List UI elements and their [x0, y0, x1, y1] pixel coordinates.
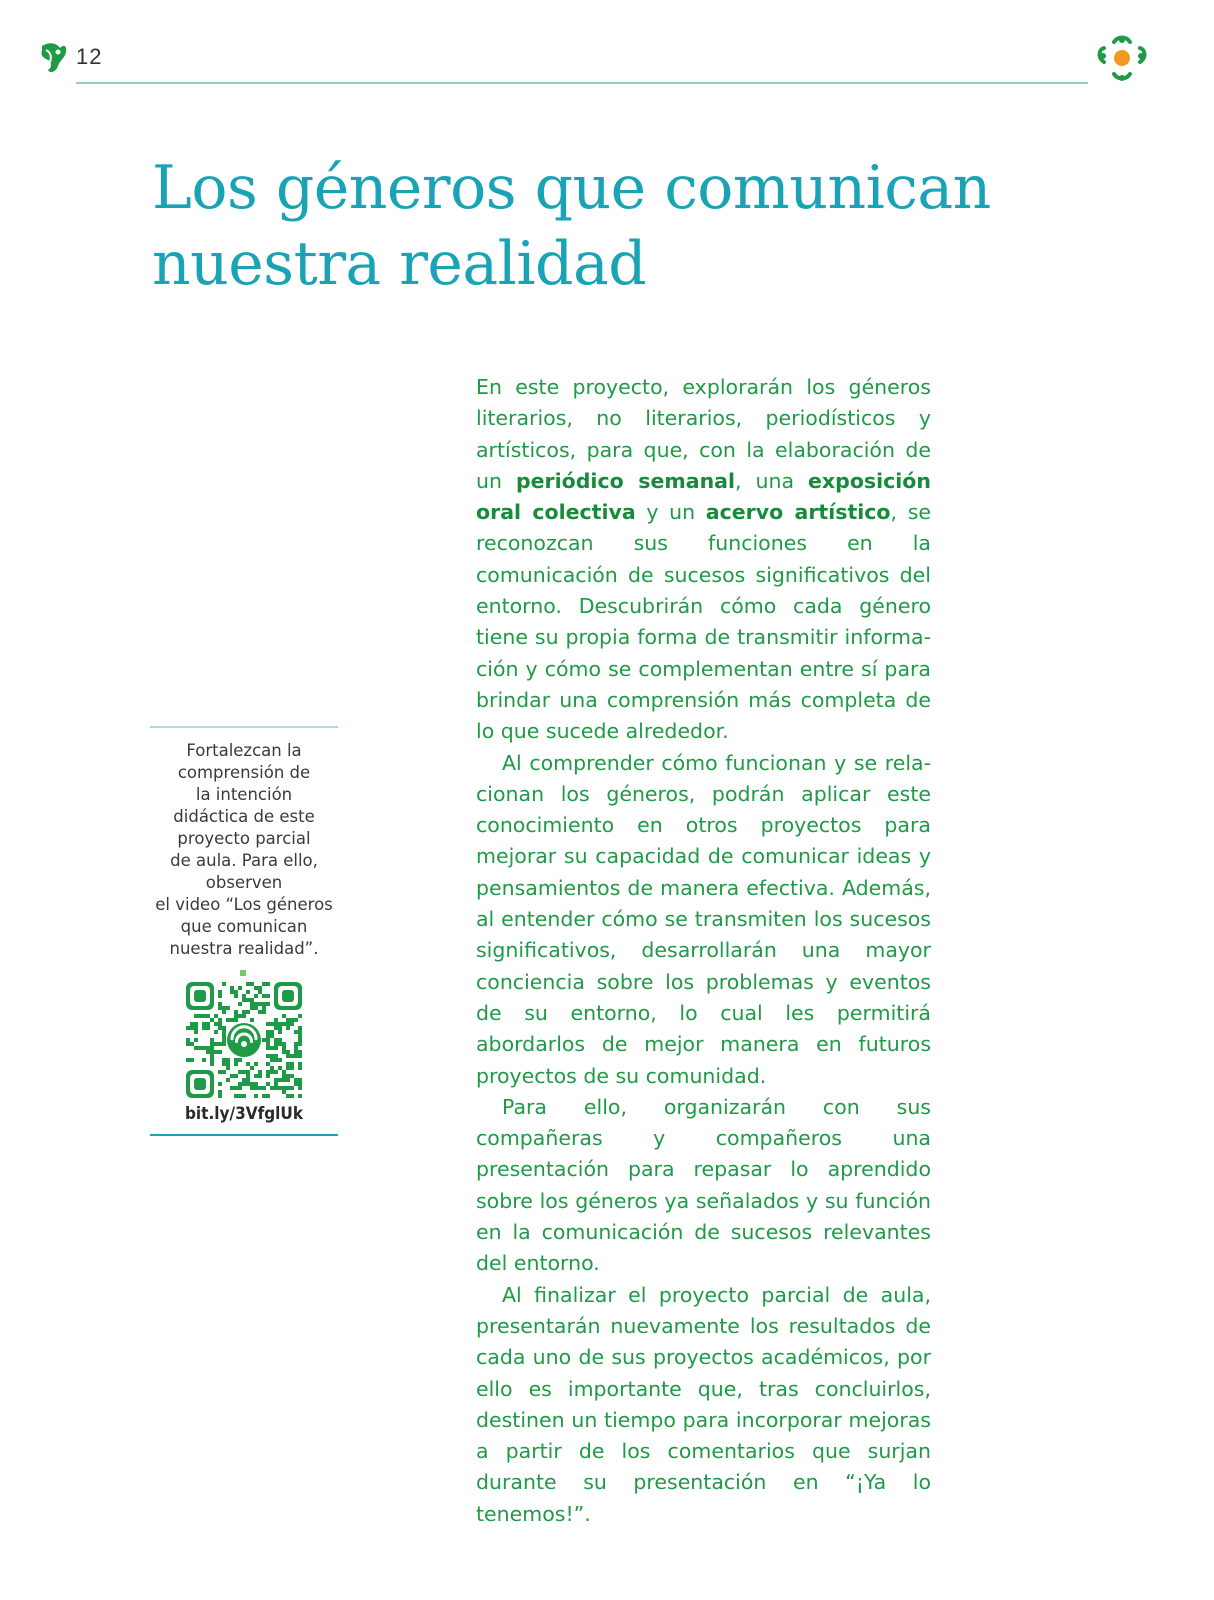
paragraph-1-text-c: y un: [635, 500, 706, 525]
header-rule: [76, 82, 1088, 84]
paragraph-1: [476, 372, 931, 748]
qr-code-icon: [184, 970, 304, 1100]
title-line-1: Los géneros que comunican: [152, 153, 991, 223]
sidebar-text: Fortalezcan la comprensión de la intención didáctica de este proyecto parcial de aula. Para ello, observen el video “Los géneros que comunican nuestra realidad”.: [155, 741, 333, 958]
paragraph-1-text-a: En este proyecto, explorarán los géneros literarios, no literarios, periodísticos y artísticos, para que, con la elaboración de un: [476, 375, 931, 493]
highlight-exposicion: exposición oral colectiva: [476, 468, 931, 525]
body-text: [476, 372, 931, 1530]
qr-code[interactable]: [184, 970, 304, 1100]
paragraph-2: Al comprender cómo funcionan y se relacionan los géneros, podrán aplicar este conocimiento en otros proyectos para mejorar su capacidad de comunicar ideas y pensamientos de manera efectiva. Además, al entender cómo se transmiten los sucesos significativos, desarrollarán una mayor conciencia sobre los problemas y eventos de su entorno, lo cual les permitirá abordarlos de mejor manera en futuros proyectos de su comunidad.: [476, 750, 931, 1088]
paragraph-1-text-b: , una: [735, 468, 809, 493]
leaf-logo-icon: [38, 40, 68, 76]
title-line-2: nuestra realidad: [152, 229, 647, 299]
sidebar-bottom-rule: [150, 1134, 338, 1136]
paragraph-1-text-d: , se reconozcan sus funciones en la comunicación de sucesos significativos del entorno. Descubrirán cómo cada género tiene su propia forma de transmitir información y cómo se complementan entre sí para brindar una comprensión más completa de lo que sucede alrededor.: [476, 500, 931, 744]
sidebar-top-rule: [150, 726, 338, 728]
qr-link[interactable]: bit.ly/3VfglUk: [184, 1104, 303, 1124]
community-emblem-icon: [1094, 32, 1150, 88]
page-title: [152, 150, 1052, 302]
highlight-periodico: periódico semanal: [515, 468, 736, 493]
highlight-acervo: acervo artístico: [705, 500, 891, 525]
paragraph-3: Para ello, organizarán con sus compañeras y compañeros una presentación para repasar lo aprendido sobre los géneros ya señalados y su función en la comunicación de sucesos relevantes del entorno.: [476, 1094, 931, 1276]
paragraph-4: Al finalizar el proyecto parcial de aula, presentarán nuevamente los resultados de cada uno de sus proyectos académicos, por ello es importante que, tras concluirlos, destinen un tiempo para incorporar mejoras a partir de los comentarios que surjan durante su presentación en “¡Ya lo tenemos!”.: [476, 1282, 931, 1526]
page-number: 12: [76, 44, 103, 69]
video-sidebar: [150, 726, 338, 1136]
